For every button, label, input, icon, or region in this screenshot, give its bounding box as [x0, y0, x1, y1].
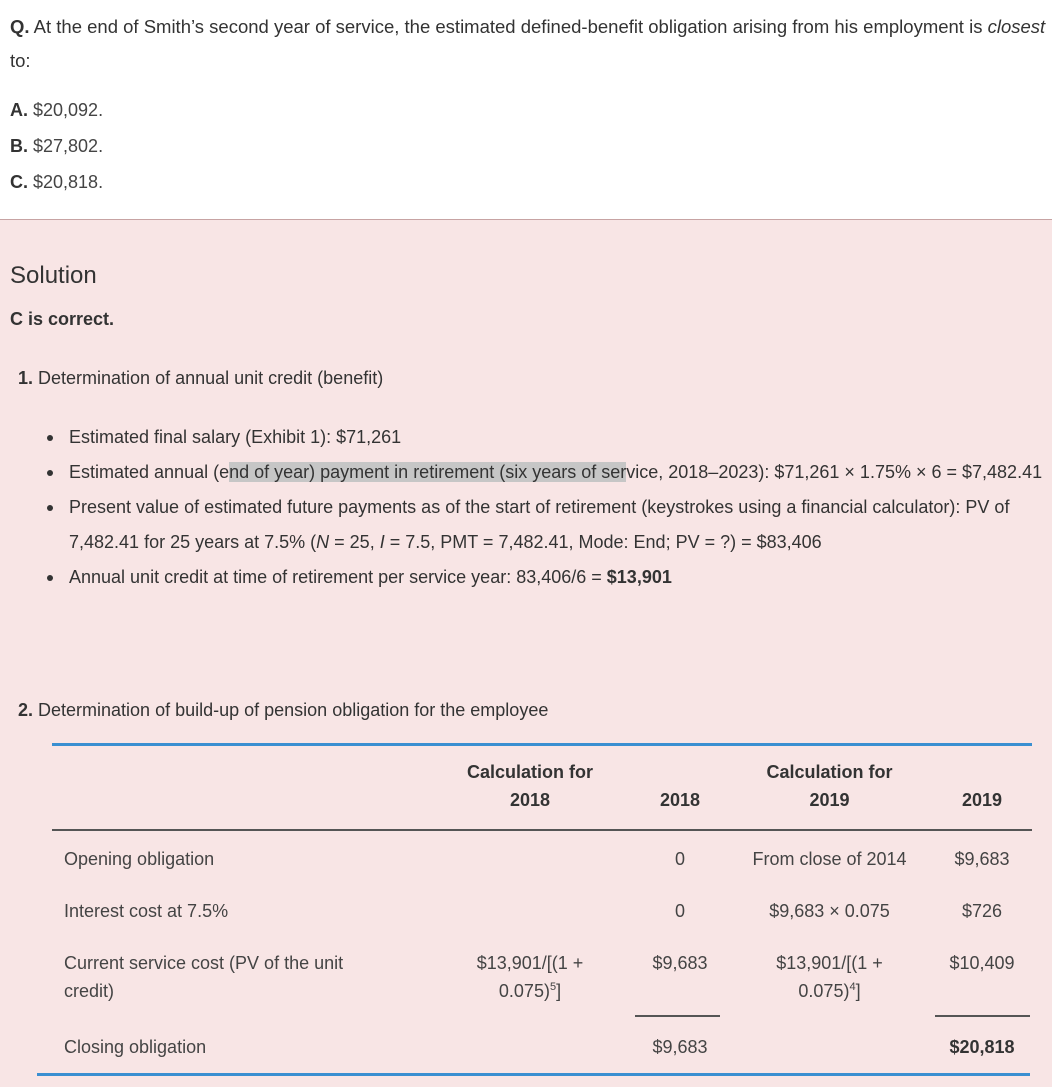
- option-a[interactable]: A. $20,092.: [10, 100, 104, 120]
- step-2-heading: 2. Determination of build-up of pension obligation for the employee: [18, 700, 549, 720]
- answer-options: [10, 92, 1050, 200]
- sum-line-2019: [935, 1015, 1030, 1017]
- bullet-annual-payment: Estimated annual (end of year) payment in retirement (six years of service, 2018–2023): $71,261 × 1.75% × 6 = $7,482.41: [46, 455, 1046, 490]
- question-block: [10, 0, 1050, 200]
- step-1-bullets: [46, 420, 1046, 595]
- header-2019: 2019: [961, 790, 1003, 810]
- bullet-final-salary: Estimated final salary (Exhibit 1): $71,261: [46, 420, 1046, 455]
- question-text: Q. At the end of Smith’s second year of service, the estimated defined-benefit obligation arising from his employment is closest to:: [10, 16, 1046, 71]
- question-prefix: Q.: [10, 16, 30, 37]
- option-b[interactable]: B. $27,802.: [10, 136, 104, 156]
- table-row-opening: Opening obligation 0 From close of 2014 $9,683: [64, 849, 1010, 869]
- table-row-interest: Interest cost at 7.5% 0 $9,683 × 0.075 $726: [64, 901, 1003, 921]
- step-1-heading: 1. Determination of annual unit credit (benefit): [18, 368, 384, 388]
- bullet-unit-credit: Annual unit credit at time of retirement per service year: 83,406/6 = $13,901: [46, 560, 1046, 595]
- table-row-service-cost: Current service cost (PV of the unit credit) $13,901/[(1 + 0.075)$^5$] $9,683 $13,901/[(1 + 0.075)$^4$] $10,409: [52, 935, 1032, 1019]
- solution-title: Solution: [10, 262, 97, 289]
- header-calc-2018: Calculation for 2018: [466, 762, 593, 810]
- solution-panel: [0, 220, 1052, 1087]
- pension-obligation-table: [52, 743, 1032, 1079]
- table-header: [52, 746, 1032, 831]
- correct-answer-label: C is correct.: [10, 309, 115, 329]
- table-row-closing: Closing obligation $9,683 $20,818: [64, 1037, 1015, 1057]
- table-bottom-border: [37, 1073, 1030, 1076]
- bullet-present-value: Present value of estimated future payments as of the start of retirement (keystrokes using a financial calculator): PV of 7,482.41 for 25 years at 7.5% (N = 25, I = 7.5, PMT = 7,482.41, Mode: End; PV = ?) = $83,406: [46, 490, 1046, 560]
- sum-line-2018: [635, 1015, 720, 1017]
- option-c[interactable]: C. $20,818.: [10, 172, 104, 192]
- header-calc-2019: Calculation for 2019: [766, 762, 893, 810]
- text-highlight: nd of year) payment in retirement (six years of ser: [229, 462, 627, 482]
- header-2018: 2018: [659, 790, 701, 810]
